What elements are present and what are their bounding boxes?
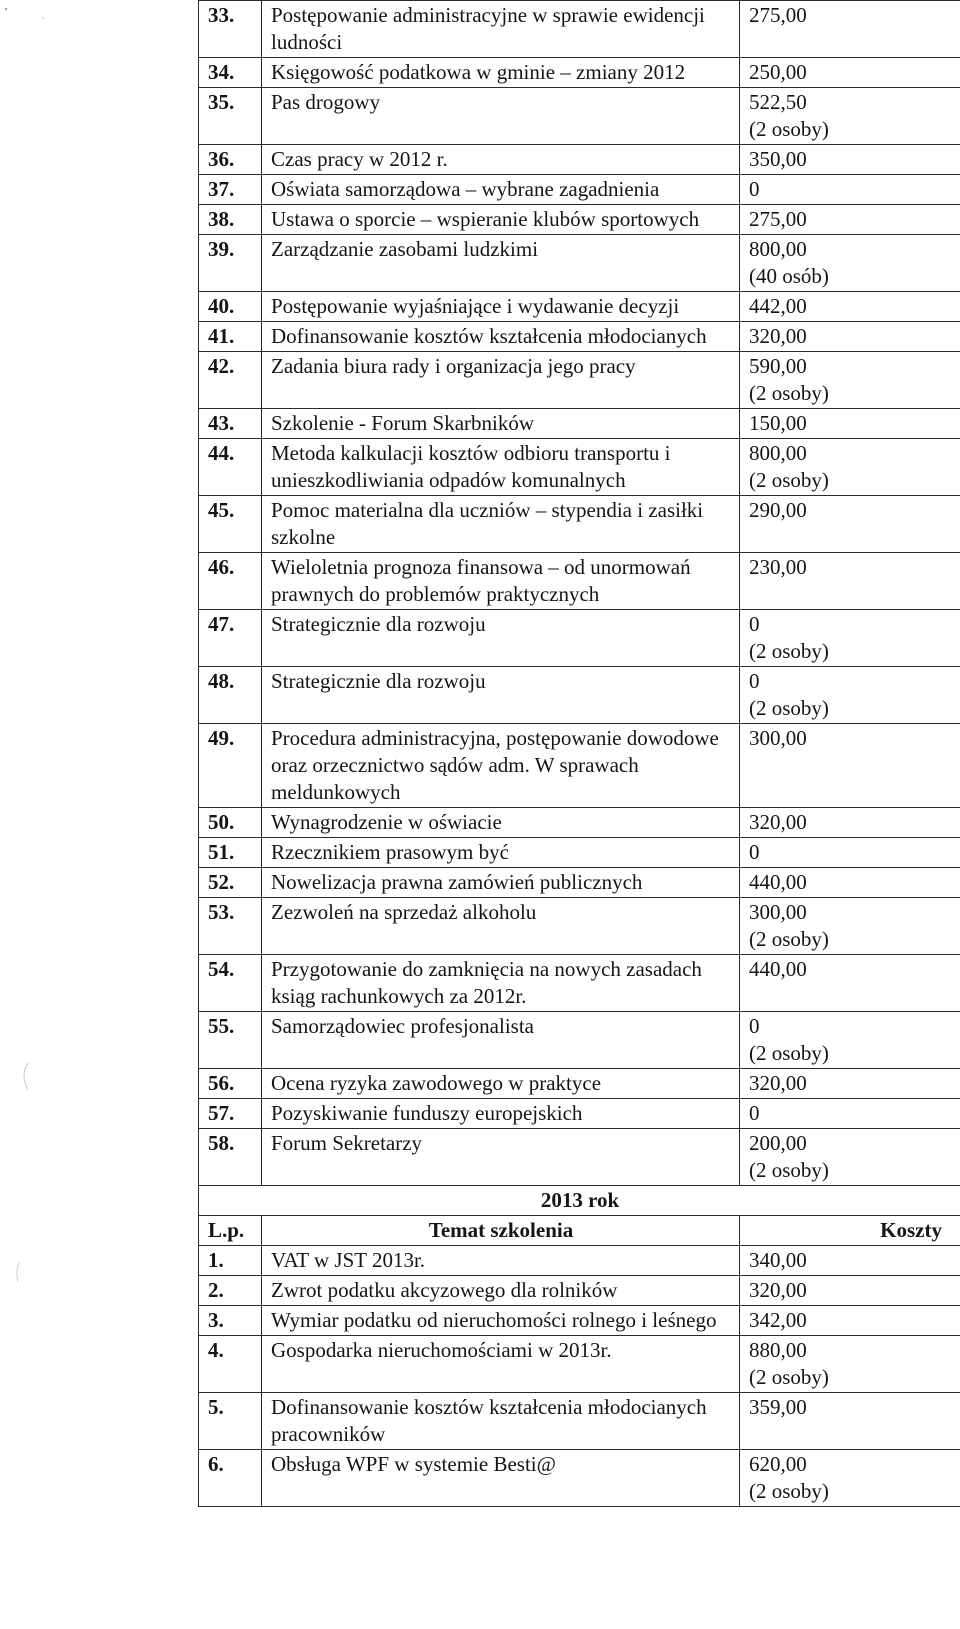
cost-value: 300,00 [749,900,807,924]
training-topic: Rzecznikiem prasowym być [262,838,740,868]
cost-cell [740,352,960,409]
row-number: 37. [199,175,262,205]
cost-value: 440,00 [749,870,807,894]
cost-cell [740,1129,960,1186]
cost-value: 590,00 [749,354,807,378]
training-topic: Obsługa WPF w systemie Besti@ [262,1450,740,1507]
cost-value: 0 [749,1014,760,1038]
training-topic: Zezwoleń na sprzedaż alkoholu [262,898,740,955]
participants-note: (40 osób) [749,264,829,288]
rows-2012 [199,1,960,1186]
cost-cell [740,439,960,496]
row-number: 45. [199,496,262,553]
training-topic: Pozyskiwanie funduszy europejskich [262,1099,740,1129]
participants-note: (2 osoby) [749,927,829,951]
cost-value: 0 [749,840,760,864]
cost-cell [740,1069,960,1099]
cost-cell [740,322,960,352]
row-number: 52. [199,868,262,898]
row-number: 6. [199,1450,262,1507]
cost-cell [740,1393,960,1450]
cost-value: 342,00 [749,1308,807,1332]
table-row [199,1393,960,1450]
training-topic: Ustawa o sporcie – wspieranie klubów sportowych [262,205,740,235]
row-number: 33. [199,1,262,58]
row-number: 3. [199,1306,262,1336]
cost-cell [740,1276,960,1306]
training-topic: Wynagrodzenie w oświacie [262,808,740,838]
table-row [199,898,960,955]
table-row [199,1336,960,1393]
row-number: 36. [199,145,262,175]
table-row [199,496,960,553]
training-topic: Gospodarka nieruchomościami w 2013r. [262,1336,740,1393]
table-row [199,175,960,205]
row-number: 57. [199,1099,262,1129]
row-number: 53. [199,898,262,955]
cost-cell [740,667,960,724]
training-topic: Strategicznie dla rozwoju [262,610,740,667]
row-number: 38. [199,205,262,235]
training-topic: Postępowanie administracyjne w sprawie ewidencji ludności [262,1,740,58]
cost-value: 0 [749,1101,760,1125]
row-number: 5. [199,1393,262,1450]
scan-specks [0,0,60,1629]
cost-value: 800,00 [749,441,807,465]
section-2013-header [199,1186,960,1246]
table-row [199,1276,960,1306]
participants-note: (2 osoby) [749,639,829,663]
table-row [199,205,960,235]
cost-value: 250,00 [749,60,807,84]
column-header-row [199,1216,960,1246]
participants-note: (2 osoby) [749,1365,829,1389]
cost-cell [740,955,960,1012]
table-row [199,868,960,898]
cost-cell [740,1099,960,1129]
table-row [199,58,960,88]
cost-value: 0 [749,612,760,636]
cost-value: 440,00 [749,957,807,981]
table-row [199,724,960,808]
cost-value: 0 [749,669,760,693]
cost-value: 300,00 [749,726,807,750]
cost-cell [740,1306,960,1336]
cost-cell [740,409,960,439]
training-topic: Zadania biura rady i organizacja jego pracy [262,352,740,409]
row-number: 50. [199,808,262,838]
table-row [199,553,960,610]
table-row [199,439,960,496]
cost-value: 350,00 [749,147,807,171]
cost-value: 320,00 [749,1071,807,1095]
cost-cell [740,58,960,88]
training-topic: Dofinansowanie kosztów kształcenia młodocianych pracowników [262,1393,740,1450]
table-row [199,1129,960,1186]
training-topic: Szkolenie - Forum Skarbników [262,409,740,439]
table-row [199,1246,960,1276]
table-row [199,292,960,322]
participants-note: (2 osoby) [749,381,829,405]
training-topic: Pomoc materialna dla uczniów – stypendia i zasiłki szkolne [262,496,740,553]
training-topic: VAT w JST 2013r. [262,1246,740,1276]
training-topic: Wieloletnia prognoza finansowa – od unormowań prawnych do problemów praktycznych [262,553,740,610]
row-number: 34. [199,58,262,88]
cost-value: 359,00 [749,1395,807,1419]
table-row [199,235,960,292]
cost-cell [740,553,960,610]
row-number: 43. [199,409,262,439]
cost-value: 290,00 [749,498,807,522]
cost-value: 0 [749,177,760,201]
table-row [199,838,960,868]
row-number: 4. [199,1336,262,1393]
table-row [199,409,960,439]
table-row [199,1099,960,1129]
participants-note: (2 osoby) [749,1479,829,1503]
row-number: 56. [199,1069,262,1099]
cost-value: 150,00 [749,411,807,435]
training-topic: Zwrot podatku akcyzowego dla rolników [262,1276,740,1306]
row-number: 2. [199,1276,262,1306]
table-row [199,1069,960,1099]
training-topic: Dofinansowanie kosztów kształcenia młodocianych [262,322,740,352]
cost-cell [740,1,960,58]
cost-cell [740,88,960,145]
cost-value: 522,50 [749,90,807,114]
row-number: 42. [199,352,262,409]
cost-value: 200,00 [749,1131,807,1155]
cost-cell [740,898,960,955]
table-row [199,808,960,838]
training-topic: Postępowanie wyjaśniające i wydawanie decyzji [262,292,740,322]
cost-cell [740,1012,960,1069]
cost-value: 320,00 [749,1278,807,1302]
participants-note: (2 osoby) [749,696,829,720]
table-row [199,1306,960,1336]
participants-note: (2 osoby) [749,468,829,492]
table-row [199,1450,960,1507]
cost-cell [740,1336,960,1393]
cost-cell [740,868,960,898]
cost-cell [740,1246,960,1276]
row-number: 44. [199,439,262,496]
cost-cell [740,838,960,868]
row-number: 48. [199,667,262,724]
table-row [199,1012,960,1069]
cost-value: 320,00 [749,324,807,348]
training-topic: Forum Sekretarzy [262,1129,740,1186]
cost-value: 800,00 [749,237,807,261]
row-number: 40. [199,292,262,322]
table-row [199,352,960,409]
header-lp: L.p. [199,1216,262,1246]
cost-value: 442,00 [749,294,807,318]
participants-note: (2 osoby) [749,1158,829,1182]
table-row [199,610,960,667]
row-number: 49. [199,724,262,808]
header-topic: Temat szkolenia [262,1216,740,1246]
cost-value: 275,00 [749,3,807,27]
table-row [199,955,960,1012]
row-number: 55. [199,1012,262,1069]
cost-cell [740,205,960,235]
cost-value: 880,00 [749,1338,807,1362]
cost-value: 340,00 [749,1248,807,1272]
cost-value: 230,00 [749,555,807,579]
table-row [199,322,960,352]
cost-value: 620,00 [749,1452,807,1476]
training-topic: Czas pracy w 2012 r. [262,145,740,175]
row-number: 46. [199,553,262,610]
year-row [199,1186,960,1216]
row-number: 1. [199,1246,262,1276]
training-topic: Zarządzanie zasobami ludzkimi [262,235,740,292]
row-number: 58. [199,1129,262,1186]
row-number: 39. [199,235,262,292]
cost-cell [740,145,960,175]
training-topic: Przygotowanie do zamknięcia na nowych zasadach ksiąg rachunkowych za 2012r. [262,955,740,1012]
cost-cell [740,610,960,667]
table-row [199,145,960,175]
training-topic: Procedura administracyjna, postępowanie dowodowe oraz orzecznictwo sądów adm. W sprawach meldunkowych [262,724,740,808]
header-cost: Koszty [740,1216,960,1246]
training-topic: Metoda kalkulacji kosztów odbioru transportu i unieszkodliwiania odpadów komunalnych [262,439,740,496]
cost-cell [740,724,960,808]
cost-cell [740,235,960,292]
table-row [199,667,960,724]
cost-cell [740,292,960,322]
cost-value: 320,00 [749,810,807,834]
row-number: 35. [199,88,262,145]
training-topic: Nowelizacja prawna zamówień publicznych [262,868,740,898]
row-number: 54. [199,955,262,1012]
cost-value: 275,00 [749,207,807,231]
training-topic: Pas drogowy [262,88,740,145]
training-topic: Oświata samorządowa – wybrane zagadnienia [262,175,740,205]
participants-note: (2 osoby) [749,1041,829,1065]
cost-cell [740,496,960,553]
training-costs-table [198,0,960,1507]
table-row [199,88,960,145]
training-topic: Samorządowiec profesjonalista [262,1012,740,1069]
row-number: 51. [199,838,262,868]
cost-cell [740,808,960,838]
training-topic: Strategicznie dla rozwoju [262,667,740,724]
row-number: 47. [199,610,262,667]
row-number: 41. [199,322,262,352]
year-label: 2013 rok [199,1186,960,1216]
participants-note: (2 osoby) [749,117,829,141]
table-row [199,1,960,58]
rows-2013 [199,1246,960,1507]
cost-cell [740,175,960,205]
training-topic: Ocena ryzyka zawodowego w praktyce [262,1069,740,1099]
training-topic: Wymiar podatku od nieruchomości rolnego i leśnego [262,1306,740,1336]
cost-cell [740,1450,960,1507]
training-topic: Księgowość podatkowa w gminie – zmiany 2012 [262,58,740,88]
